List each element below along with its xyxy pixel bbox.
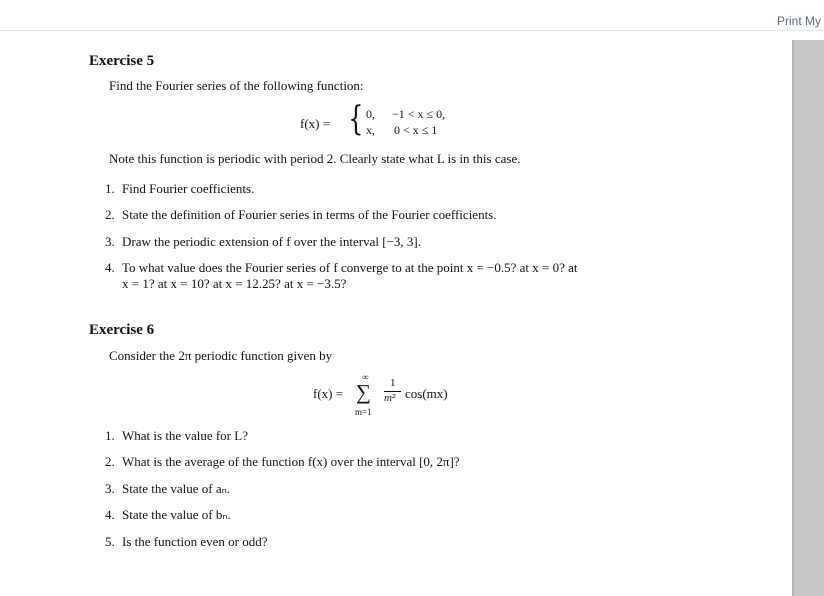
list-item-continuation: x = 1? at x = 10? at x = 12.25? at x = −3.5? — [122, 276, 347, 291]
case2-condition: 0 < x ≤ 1 — [394, 123, 438, 137]
exercise-5-title: Exercise 5 — [89, 53, 155, 69]
top-toolbar — [0, 0, 824, 31]
fraction-numerator: 1 — [390, 377, 396, 389]
list-item: 4. To what value does the Fourier series of f converge to at the point x = −0.5? at x = 0? at — [105, 260, 578, 275]
sum-symbol: ∑ — [356, 380, 371, 404]
list-item: 2. What is the average of the function f(x) over the interval [0, 2π]? — [105, 454, 460, 469]
list-item: 3. State the value of aₙ. — [105, 481, 231, 496]
exercise-6-title: Exercise 6 — [89, 322, 155, 338]
list-item: 2. State the definition of Fourier series in terms of the Fourier coefficients. — [105, 207, 497, 222]
sum-lower-limit: m=1 — [355, 407, 372, 417]
list-item: 3. Draw the periodic extension of f over the interval [−3, 3]. — [105, 234, 422, 249]
equation-lhs: f(x) = — [313, 386, 344, 401]
cosine-term: cos(mx) — [405, 386, 448, 401]
exercise-6-intro: Consider the 2π periodic function given by — [109, 348, 333, 363]
scrollbar[interactable] — [792, 40, 824, 596]
equation-lhs: f(x) = — [300, 116, 331, 131]
list-item: 1. What is the value for L? — [105, 428, 248, 443]
list-item: 5. Is the function even or odd? — [105, 534, 268, 549]
case1-value: 0, — [366, 107, 375, 121]
list-item: 1. Find Fourier coefficients. — [105, 181, 255, 196]
case1-condition: −1 < x ≤ 0, — [392, 107, 446, 121]
exercise-5-intro: Find the Fourier series of the following function: — [109, 78, 364, 93]
fraction-denominator: m² — [384, 392, 396, 404]
print-link[interactable]: Print My — [777, 14, 822, 28]
exercise-5-note: Note this function is periodic with period 2. Clearly state what L is in this case. — [109, 151, 521, 166]
left-brace: { — [348, 99, 364, 139]
list-item: 4. State the value of bₙ. — [105, 507, 231, 522]
sum-upper-limit: ∞ — [362, 372, 369, 382]
case2-value: x, — [366, 123, 375, 137]
